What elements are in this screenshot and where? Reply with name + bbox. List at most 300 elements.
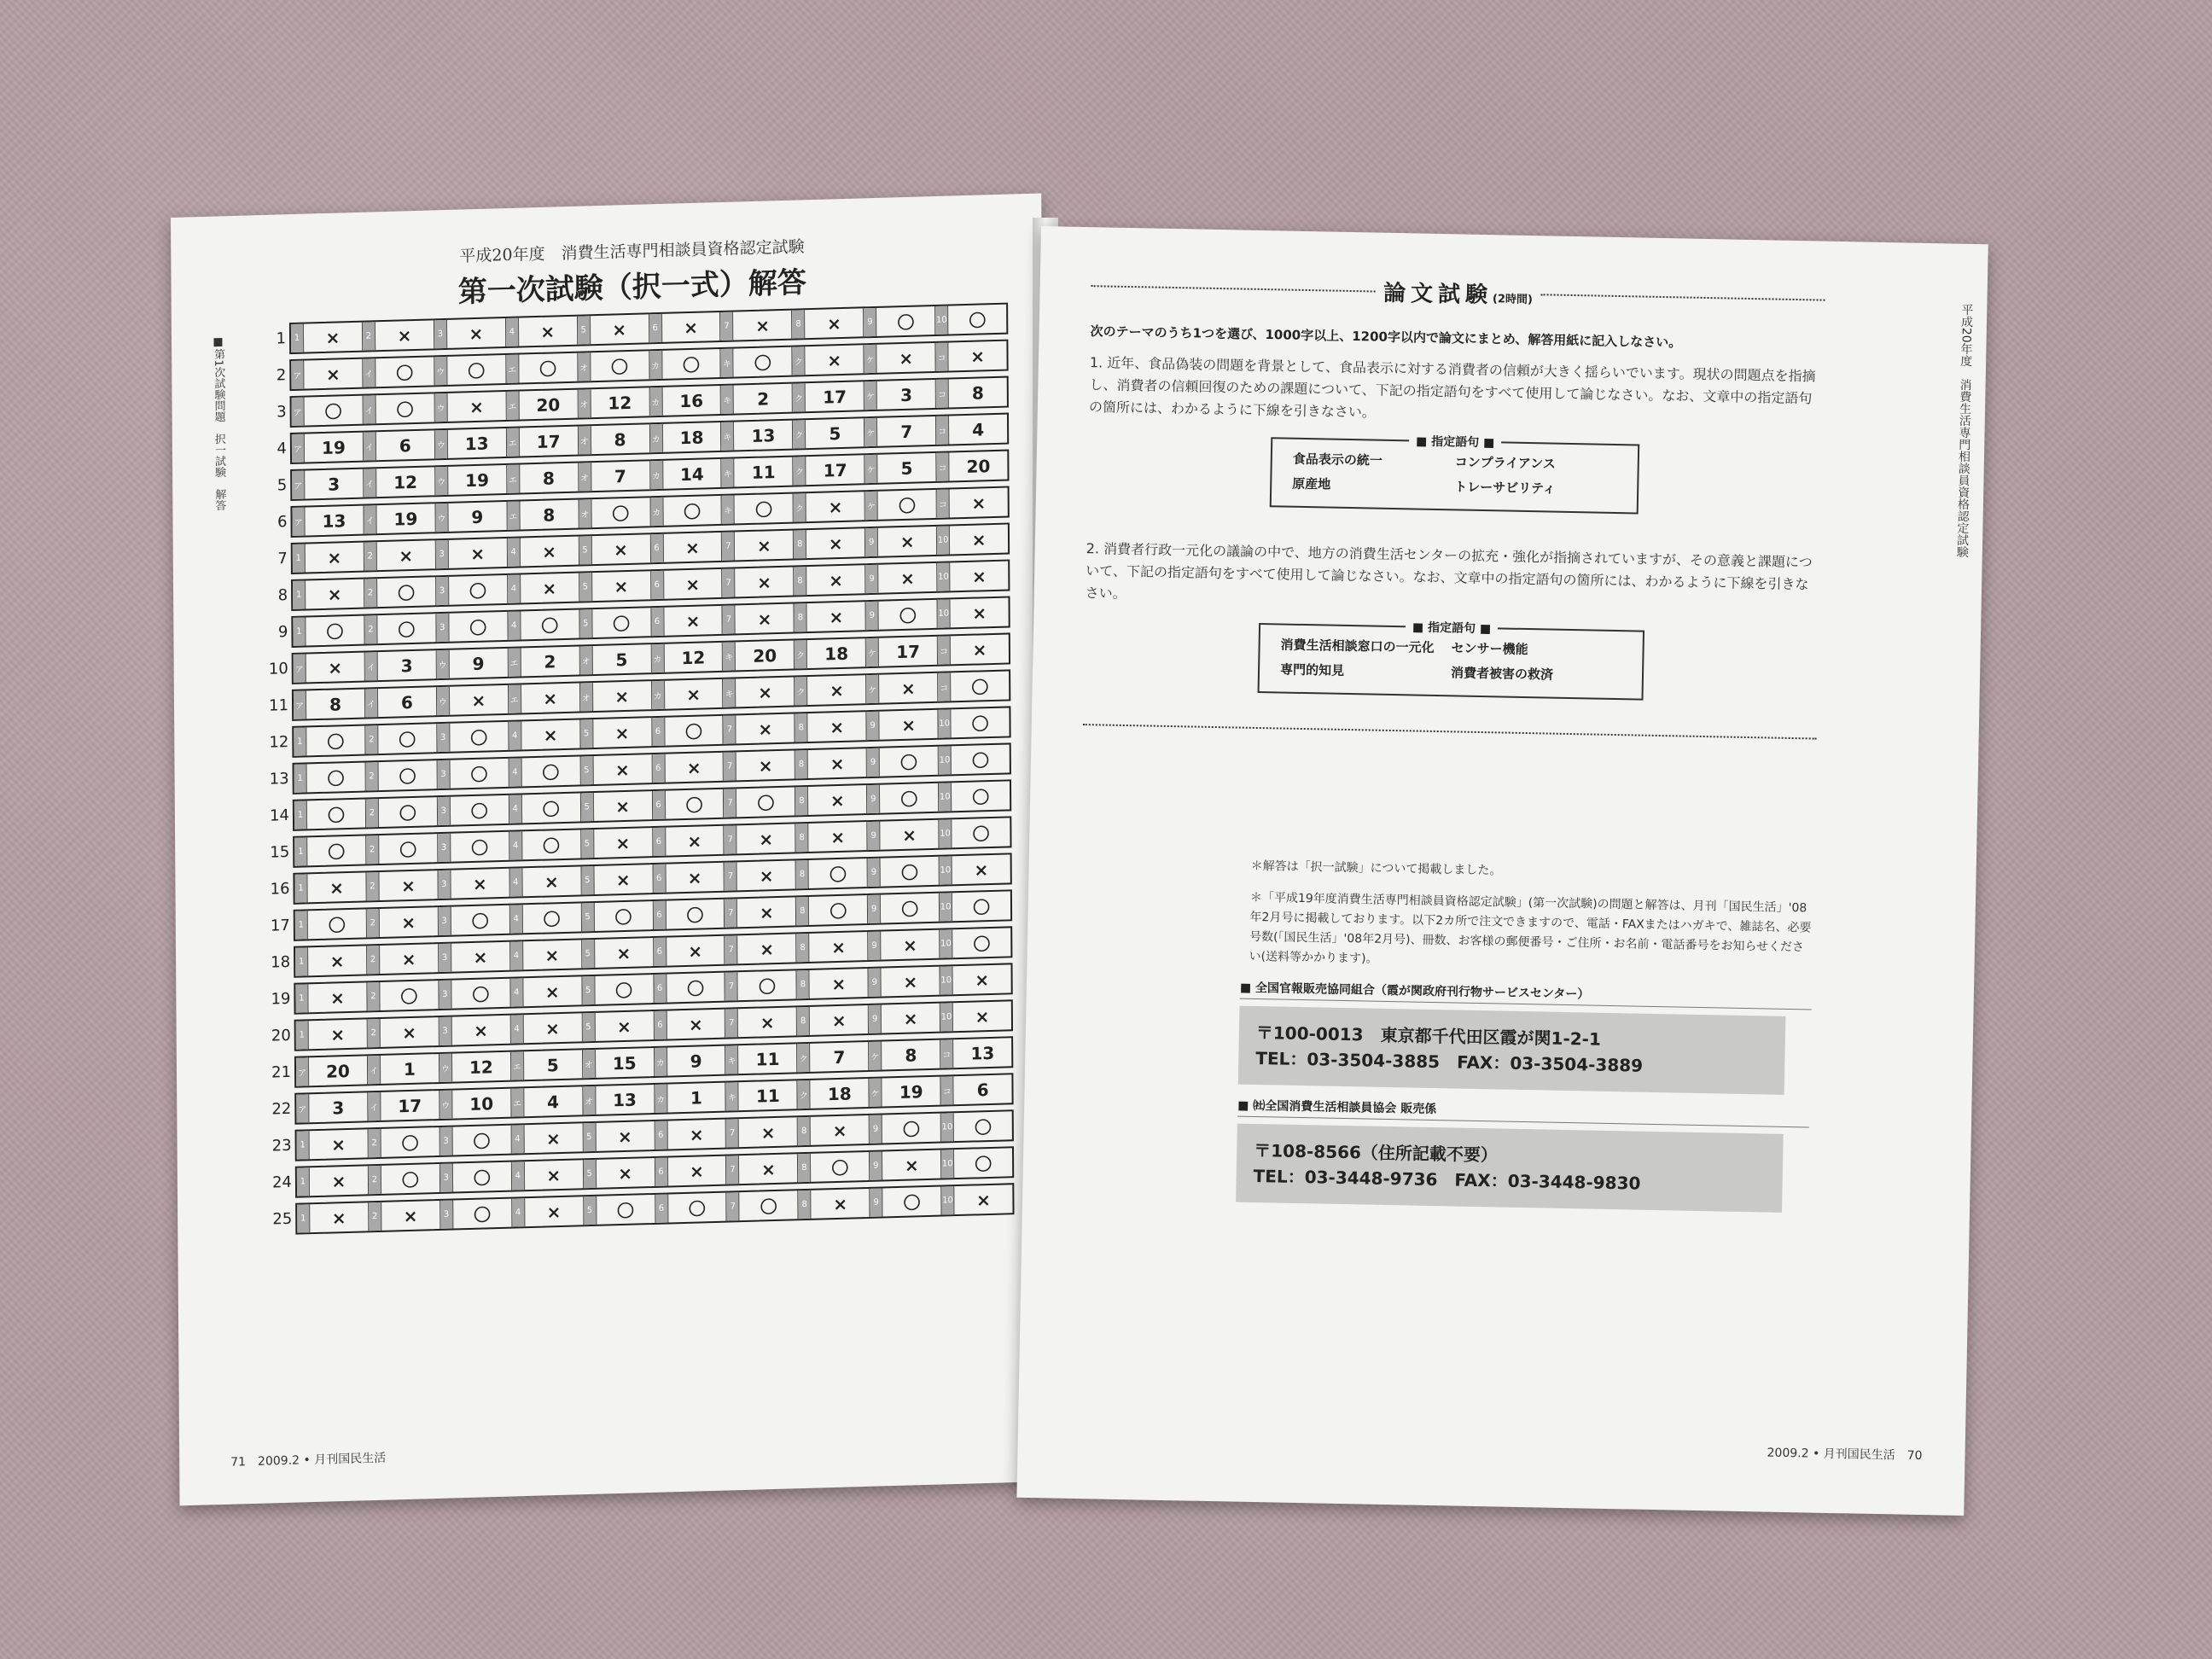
cell-label: 7 xyxy=(722,532,735,560)
cell-label: 3 xyxy=(438,834,451,862)
cell-answer: × xyxy=(685,610,701,632)
cell-label: 6 xyxy=(655,1121,667,1150)
cell-label: 4 xyxy=(512,1198,525,1226)
cell-answer: 〇 xyxy=(897,311,915,334)
answer-cell xyxy=(434,392,506,422)
cell-answer: × xyxy=(400,875,416,896)
cell-answer: 〇 xyxy=(900,789,918,810)
cell-answer: 13 xyxy=(612,1089,637,1110)
cell-answer: 19 xyxy=(899,1080,923,1103)
cell-label: 3 xyxy=(439,944,451,972)
cell-answer: 2 xyxy=(544,650,556,672)
cell-label: 3 xyxy=(436,614,449,642)
answer-cell xyxy=(439,1052,511,1082)
cell-label: 10 xyxy=(937,562,950,591)
cell-answer: 〇 xyxy=(469,580,487,602)
answer-cell xyxy=(293,543,364,573)
cell-answer: 〇 xyxy=(400,986,418,1008)
cell-answer: × xyxy=(974,859,989,881)
cell-label: 9 xyxy=(870,1115,882,1144)
order-1-box xyxy=(1238,1006,1786,1095)
question-number: 25 xyxy=(272,1209,293,1229)
answer-cell xyxy=(726,1154,798,1184)
terms-box-title: ■ 指定語句 ■ xyxy=(1409,432,1502,451)
essay-time: (2時間) xyxy=(1492,293,1534,307)
cell-answer: 〇 xyxy=(399,802,416,824)
question-number: 11 xyxy=(269,696,289,715)
cell-answer: × xyxy=(901,714,917,736)
cell-label: キ xyxy=(722,458,735,486)
cell-label: 1 xyxy=(293,581,306,609)
answer-cell xyxy=(940,1001,1011,1031)
answer-cell xyxy=(434,355,506,385)
cell-label: 1 xyxy=(294,837,307,865)
cell-answer: × xyxy=(829,606,844,627)
answer-cell xyxy=(655,1156,726,1186)
answer-cell xyxy=(941,1185,1012,1214)
answer-cell xyxy=(798,1079,870,1109)
cell-label: 4 xyxy=(510,978,523,1006)
answer-cell xyxy=(865,490,937,520)
cell-answer: 〇 xyxy=(470,837,489,859)
cell-answer: 〇 xyxy=(688,1198,706,1220)
cell-answer: 〇 xyxy=(684,501,701,523)
answer-cell xyxy=(580,754,652,784)
cell-label: ウ xyxy=(435,430,448,458)
cell-answer: 18 xyxy=(827,1083,852,1104)
cell-label: 1 xyxy=(294,727,306,755)
cell-label: 5 xyxy=(580,756,593,784)
cell-answer: 〇 xyxy=(326,621,344,643)
right-footer: 2009.2 • 月刊国民生活 70 xyxy=(1767,1446,1923,1464)
cell-label: 10 xyxy=(935,306,948,335)
answer-cell xyxy=(653,899,725,929)
answer-cell xyxy=(511,1123,583,1153)
order-1-phone: TEL：03-3504-3885 FAX：03-3504-3889 xyxy=(1255,1048,1644,1076)
answer-cell xyxy=(654,936,725,966)
answer-cell xyxy=(508,647,579,677)
cell-answer: 〇 xyxy=(401,1132,419,1155)
cell-answer: × xyxy=(474,1019,489,1041)
answer-cell xyxy=(721,384,793,414)
question-number: 4 xyxy=(276,439,288,458)
cell-answer: × xyxy=(760,1121,776,1143)
cell-answer: 〇 xyxy=(615,980,633,1002)
cell-answer: × xyxy=(830,716,845,737)
answer-cell xyxy=(293,579,364,609)
answer-cell xyxy=(581,901,653,931)
cell-answer: × xyxy=(755,314,771,336)
cell-label: 2 xyxy=(364,579,377,607)
answer-cell xyxy=(868,857,940,887)
cell-answer: × xyxy=(469,323,484,344)
cell-label: 4 xyxy=(509,795,522,823)
cell-label: ク xyxy=(797,1044,810,1072)
answer-cell xyxy=(864,380,936,410)
cell-label: 3 xyxy=(437,760,450,789)
cell-label: 6 xyxy=(653,864,666,893)
answer-cell xyxy=(794,492,865,521)
answer-cell xyxy=(578,351,649,381)
cell-label: イ xyxy=(364,505,376,533)
answer-cell xyxy=(295,909,367,939)
cell-label: ウ xyxy=(435,504,448,532)
cell-answer: 6 xyxy=(400,691,413,713)
answer-cell xyxy=(292,396,364,426)
answer-cell xyxy=(935,305,1006,335)
answer-cell xyxy=(368,1127,439,1157)
answer-cell xyxy=(296,1019,368,1049)
cell-label: 3 xyxy=(440,1164,453,1192)
answer-cell xyxy=(936,378,1007,408)
answer-cell xyxy=(864,343,936,373)
answer-cell xyxy=(367,981,439,1010)
cell-label: 7 xyxy=(724,715,736,743)
answer-cell xyxy=(508,573,579,603)
cell-answer: × xyxy=(618,1162,633,1184)
answer-cell xyxy=(869,1004,940,1033)
cell-answer: 4 xyxy=(547,1091,560,1112)
cell-label: 9 xyxy=(867,748,880,777)
question-number: 3 xyxy=(276,403,287,422)
cell-label: 3 xyxy=(436,577,449,605)
answer-cell xyxy=(583,1121,655,1151)
cell-answer: × xyxy=(403,1205,418,1226)
cell-label: 10 xyxy=(939,819,952,847)
answer-cell xyxy=(579,498,650,527)
cell-answer: × xyxy=(833,1193,848,1214)
cell-answer: 15 xyxy=(612,1052,637,1074)
answer-cell xyxy=(364,430,435,460)
cell-label: 8 xyxy=(798,1117,811,1145)
cell-label: 7 xyxy=(724,789,736,817)
answer-cell xyxy=(508,610,579,640)
cell-answer: 〇 xyxy=(473,1204,492,1225)
answer-cell xyxy=(649,422,721,452)
cell-answer: 5 xyxy=(546,1054,559,1075)
answer-cell xyxy=(439,942,510,972)
cell-answer: × xyxy=(760,1011,775,1033)
right-page xyxy=(1016,226,1988,1516)
answer-cell xyxy=(940,891,1010,921)
notes xyxy=(1249,857,1813,978)
answer-cell xyxy=(294,872,366,902)
cell-answer: × xyxy=(397,324,412,346)
cell-label: ア xyxy=(294,654,306,682)
cell-answer: × xyxy=(328,656,343,678)
answer-title: 第一次試験（択一式）解答 xyxy=(457,265,806,310)
answer-cell xyxy=(439,1126,511,1155)
q1-terms-box xyxy=(1270,434,1639,514)
answer-cell xyxy=(654,973,725,1003)
answer-cell xyxy=(364,540,436,570)
term: 消費生活相談窓口の一元化 xyxy=(1280,637,1435,655)
cell-label: 5 xyxy=(584,1160,597,1188)
cell-answer: × xyxy=(473,946,488,968)
section-separator xyxy=(1083,724,1817,740)
answer-cell xyxy=(364,504,435,533)
cell-answer: × xyxy=(402,1022,417,1043)
answer-cell xyxy=(579,644,651,674)
cell-answer: 17 xyxy=(896,640,921,662)
cell-answer: × xyxy=(542,577,557,599)
cell-answer: 1 xyxy=(690,1086,702,1109)
question-number: 24 xyxy=(271,1173,293,1192)
answer-cell xyxy=(440,1199,512,1229)
answer-cell xyxy=(438,795,509,825)
answer-cell xyxy=(509,793,581,823)
answer-cell xyxy=(794,528,865,558)
answer-cell xyxy=(651,606,723,636)
cell-label: 8 xyxy=(799,1190,812,1219)
cell-answer: × xyxy=(685,573,701,595)
answer-cell xyxy=(870,1077,941,1107)
answer-cell xyxy=(865,453,937,483)
cell-label: キ xyxy=(722,495,735,523)
cell-answer: × xyxy=(331,1207,346,1228)
cell-answer: 〇 xyxy=(831,1157,849,1179)
cell-label: 6 xyxy=(652,754,665,783)
cell-label: 1 xyxy=(296,1021,309,1049)
order-1-heading: ■ 全国官報販売協同組合（霞が関政府刊行物サービスセンター） xyxy=(1240,979,1812,1010)
answer-cell xyxy=(438,832,509,862)
answer-cell xyxy=(510,903,582,933)
cell-answer: × xyxy=(830,753,845,774)
cell-label: 7 xyxy=(725,1009,738,1037)
answer-cell xyxy=(363,320,434,350)
cell-label: ケ xyxy=(864,381,877,410)
answer-cell xyxy=(584,1195,655,1225)
answer-cell xyxy=(366,797,438,827)
cell-answer: 〇 xyxy=(971,713,989,735)
cell-answer: × xyxy=(828,496,843,517)
cell-label: エ xyxy=(507,465,520,493)
cell-label: 2 xyxy=(369,1202,381,1231)
cell-answer: 8 xyxy=(542,467,556,489)
answer-cell xyxy=(723,677,795,707)
answer-cell xyxy=(297,1166,369,1196)
answer-cell xyxy=(435,465,507,495)
cell-answer: × xyxy=(325,326,341,348)
question-number: 10 xyxy=(268,660,288,678)
cell-label: 6 xyxy=(653,828,666,856)
cell-label: 7 xyxy=(727,1192,740,1220)
answer-cell xyxy=(579,424,650,454)
cell-answer: 7 xyxy=(614,465,626,486)
cell-answer: × xyxy=(758,754,773,777)
cell-label: オ xyxy=(579,646,592,674)
cell-label: ク xyxy=(794,457,806,485)
cell-label: 2 xyxy=(366,872,379,900)
answer-cell xyxy=(720,311,792,341)
cell-label: コ xyxy=(938,672,951,701)
answer-cell xyxy=(439,1016,510,1045)
question-number: 16 xyxy=(270,879,290,899)
cell-label: 7 xyxy=(723,568,736,597)
answer-cell xyxy=(795,638,866,668)
cell-label: 7 xyxy=(725,825,737,853)
cell-label: 10 xyxy=(940,893,952,921)
left-footer: 71 2009.2 • 月刊国民生活 xyxy=(230,1451,387,1470)
cell-label: 8 xyxy=(792,310,805,338)
answer-cell xyxy=(796,822,868,852)
cell-label: ウ xyxy=(436,650,449,678)
cell-answer: × xyxy=(828,533,843,554)
cell-answer: 〇 xyxy=(972,787,990,808)
question-number: 15 xyxy=(270,842,290,862)
cell-answer: 〇 xyxy=(542,835,561,857)
cell-answer: × xyxy=(617,1126,632,1147)
question-number: 14 xyxy=(269,806,290,825)
cell-label: キ xyxy=(723,678,736,707)
cell-label: 5 xyxy=(580,719,593,748)
cell-answer: × xyxy=(903,970,918,992)
question-number: 18 xyxy=(271,952,291,972)
cell-label: 2 xyxy=(367,946,380,974)
cell-answer: × xyxy=(975,1005,990,1027)
cell-answer: × xyxy=(686,757,701,778)
cell-answer: 3 xyxy=(899,384,913,405)
cell-label: ケ xyxy=(864,418,877,446)
cell-label: 8 xyxy=(796,860,809,888)
cell-answer: × xyxy=(831,1010,847,1031)
cell-label: ケ xyxy=(866,675,879,703)
cell-label: 4 xyxy=(510,1015,523,1043)
answer-cell xyxy=(721,421,793,451)
answer-cell xyxy=(793,381,864,411)
cell-answer: × xyxy=(544,870,559,893)
cell-answer: × xyxy=(903,1007,918,1029)
cell-answer: × xyxy=(900,678,916,699)
answer-cell xyxy=(726,1080,798,1110)
answer-cell xyxy=(723,604,795,634)
cell-label: 9 xyxy=(870,1188,883,1216)
cell-label: 6 xyxy=(650,534,663,562)
answer-cell xyxy=(795,785,867,815)
answer-cell xyxy=(939,781,1010,811)
cell-answer: 18 xyxy=(824,643,849,665)
cell-answer: 〇 xyxy=(328,915,346,936)
cell-answer: 19 xyxy=(465,469,490,491)
cell-answer: × xyxy=(687,866,702,888)
cell-answer: 〇 xyxy=(324,401,342,422)
cell-label: 2 xyxy=(364,542,377,570)
answer-cell xyxy=(652,753,724,783)
cell-label: 9 xyxy=(866,602,879,630)
answer-cell xyxy=(652,789,724,819)
cell-label: 8 xyxy=(795,603,807,632)
cell-label: キ xyxy=(725,1045,738,1074)
answer-cell xyxy=(792,308,864,338)
cell-answer: × xyxy=(757,608,772,630)
cell-label: エ xyxy=(509,684,521,713)
answer-cell xyxy=(436,538,508,568)
cell-label: 4 xyxy=(508,574,521,602)
answer-cell xyxy=(941,1074,1012,1104)
cell-answer: × xyxy=(975,969,990,991)
cell-label: 2 xyxy=(365,725,378,754)
answer-cell xyxy=(870,1150,941,1180)
cell-label: カ xyxy=(650,461,663,489)
answer-cell xyxy=(655,1120,726,1150)
cell-label: 2 xyxy=(367,982,380,1010)
cell-answer: × xyxy=(688,940,703,962)
cell-label: 10 xyxy=(939,709,952,737)
cell-answer: 17 xyxy=(823,459,847,481)
cell-label: 10 xyxy=(939,783,952,811)
cell-answer: × xyxy=(614,538,628,560)
cell-label: 4 xyxy=(509,831,522,859)
cell-label: 10 xyxy=(939,746,952,774)
cell-label: ク xyxy=(794,493,806,521)
cell-answer: 〇 xyxy=(830,900,847,923)
cell-label: 10 xyxy=(940,856,952,884)
cell-answer: × xyxy=(972,638,987,661)
answer-cell xyxy=(435,428,507,458)
cell-answer: × xyxy=(831,973,847,994)
cell-answer: 〇 xyxy=(399,839,417,861)
cell-answer: 〇 xyxy=(397,582,416,604)
answer-cell xyxy=(366,870,438,900)
answer-cell xyxy=(584,1158,655,1188)
cell-label: 5 xyxy=(584,1196,597,1225)
cell-answer: 〇 xyxy=(327,731,345,753)
cell-answer: 17 xyxy=(398,1095,422,1116)
cell-label: 6 xyxy=(651,608,664,636)
answer-cell xyxy=(725,1007,797,1037)
essay-instruction: 次のテーマのうち1つを選び、1000字以上、1200字以内で論文にまとめ、解答用紙に記入しなさい。 xyxy=(1090,323,1682,351)
cell-answer: × xyxy=(616,942,632,963)
answer-cell xyxy=(655,1193,727,1223)
cell-label: 1 xyxy=(297,1204,310,1232)
cell-answer: 〇 xyxy=(973,897,991,918)
cell-label: ウ xyxy=(435,467,448,495)
cell-label: コ xyxy=(936,452,949,480)
cell-label: 5 xyxy=(578,316,591,344)
answer-cell xyxy=(652,716,724,746)
cell-answer: × xyxy=(616,1016,632,1037)
answer-cell xyxy=(864,416,936,446)
left-side-caption: ■第1次試験問題 択一試験 解答 xyxy=(211,335,226,511)
cell-answer: 9 xyxy=(690,1050,702,1072)
cell-label: 9 xyxy=(870,1151,882,1179)
order-1-address: 〒100-0013 東京都千代田区霞が関1-2-1 xyxy=(1255,1022,1602,1050)
cell-answer: × xyxy=(899,531,915,552)
answer-cell xyxy=(295,982,367,1012)
answer-cell xyxy=(798,1152,870,1182)
cell-answer: 〇 xyxy=(686,978,705,999)
cell-label: ア xyxy=(292,434,305,463)
answer-cell xyxy=(296,1092,368,1122)
answer-cell xyxy=(579,534,650,564)
cell-label: コ xyxy=(940,1039,953,1068)
answer-cell xyxy=(437,722,509,752)
cell-answer: × xyxy=(970,345,986,367)
answer-cell xyxy=(434,318,506,348)
answer-cell xyxy=(724,713,795,743)
cell-answer: 19 xyxy=(393,508,418,530)
answer-cell xyxy=(510,1013,582,1043)
cell-answer: 〇 xyxy=(972,824,990,845)
cell-answer: 〇 xyxy=(470,764,488,786)
cell-label: 6 xyxy=(655,1158,667,1186)
answer-cell xyxy=(506,317,578,346)
cell-label: 1 xyxy=(295,984,308,1012)
cell-answer: 3 xyxy=(332,1097,345,1119)
cell-answer: 〇 xyxy=(327,768,345,789)
answer-cell xyxy=(869,967,940,997)
cell-answer: 20 xyxy=(536,393,561,416)
